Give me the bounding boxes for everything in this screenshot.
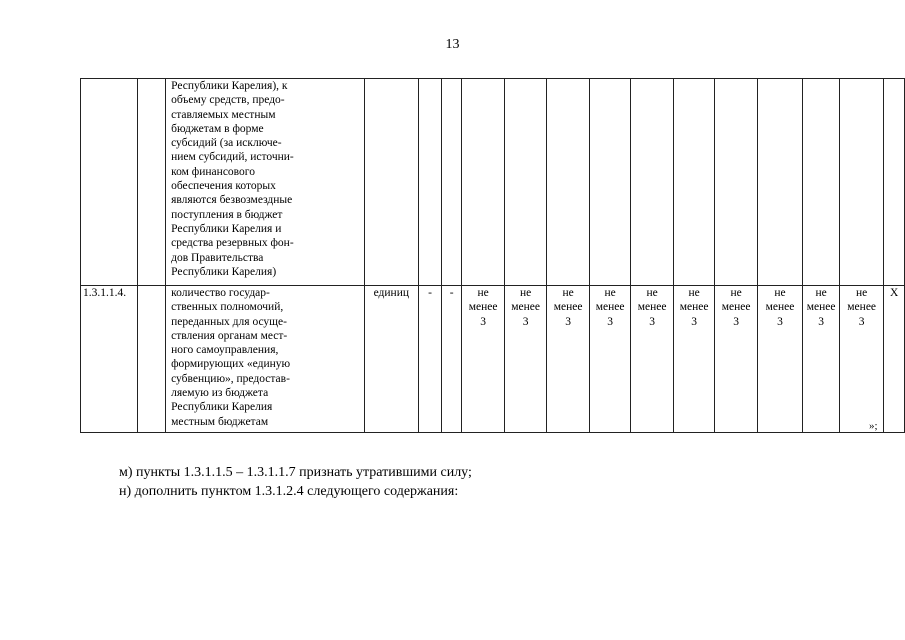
- table-row: [81, 79, 905, 286]
- indicator-text-line: Республики Карелия и: [171, 222, 282, 235]
- target-value-cell: не менее 3: [504, 286, 546, 433]
- table-row: [81, 286, 905, 433]
- indicator-name-cell: [166, 286, 365, 433]
- item-number-cell: 1.3.1.1.4.: [81, 286, 138, 433]
- page-number: 13: [445, 37, 460, 52]
- target-value-cell: не менее 3: [589, 286, 631, 433]
- value-cell: -: [442, 286, 462, 433]
- target-value-cell: не менее 3: [462, 286, 504, 433]
- indicators-table: [80, 78, 905, 433]
- unit-cell: единиц: [364, 286, 418, 433]
- target-value-cell: не менее 3: [757, 286, 802, 433]
- indicator-text-line: Республики Карелия): [171, 265, 277, 278]
- target-value-cell: [504, 79, 546, 286]
- indicator-text-line: бюджетам в форме: [171, 122, 264, 135]
- closing-quote: »;: [869, 420, 878, 432]
- target-value-cell: [589, 79, 631, 286]
- indicator-text-line: местным бюджетам: [171, 415, 269, 428]
- indicator-text-line: количество государ-: [171, 287, 270, 299]
- indicator-text-line: средства резервных фон-: [171, 237, 294, 250]
- value-cell: [418, 79, 441, 286]
- target-value-cell: [715, 79, 757, 286]
- indicator-text-line: формирующих «единую: [171, 358, 291, 371]
- target-value-cell: не менее 3: [631, 286, 673, 433]
- value-cell: [442, 79, 462, 286]
- indicator-text-line: ляемую из бюджета: [171, 387, 269, 400]
- target-value-cell: не менее 3: [547, 286, 589, 433]
- indicator-text-line: обеспечения которых: [171, 180, 276, 193]
- indicator-text-line: объему средств, предо-: [171, 94, 285, 107]
- indicator-text-line: субсидий (за исключе-: [171, 137, 282, 150]
- paragraph-m: м) пункты 1.3.1.1.5 – 1.3.1.1.7 признать утратившими силу;: [119, 465, 472, 480]
- indicator-text-line: нием субсидий, источни-: [171, 151, 294, 164]
- blank-cell: [137, 286, 166, 433]
- target-value-cell: [462, 79, 504, 286]
- target-value-cell: не менее 3: [673, 286, 715, 433]
- unit-cell: [364, 79, 418, 286]
- target-value-cell: [803, 79, 840, 286]
- paragraph-n: н) дополнить пунктом 1.3.1.2.4 следующего содержания:: [119, 484, 459, 499]
- indicator-text-line: ствления органам мест-: [171, 329, 288, 342]
- target-value-cell: [631, 79, 673, 286]
- indicator-text-line: ного самоуправления,: [171, 344, 279, 357]
- target-value-cell: не менее 3: [803, 286, 840, 433]
- last-cell: X: [884, 286, 905, 433]
- target-value-cell: [839, 79, 883, 286]
- target-value-cell: не менее 3: [839, 286, 883, 433]
- indicator-text-line: ставляемых местным: [171, 108, 276, 121]
- indicator-text-line: являются безвозмездные: [171, 194, 293, 207]
- target-value-cell: не менее 3: [715, 286, 757, 433]
- target-value-cell: [673, 79, 715, 286]
- indicator-text-line: поступления в бюджет: [171, 208, 283, 221]
- target-value-cell: [757, 79, 802, 286]
- last-cell: [884, 79, 905, 286]
- indicator-text-line: ком финансового: [171, 165, 255, 178]
- blank-cell: [137, 79, 166, 286]
- target-value-cell: [547, 79, 589, 286]
- indicator-text-line: Республики Карелия), к: [171, 80, 288, 92]
- indicator-text-line: Республики Карелия: [171, 401, 273, 414]
- indicator-name-cell: [166, 79, 365, 286]
- indicator-text-line: дов Правительства: [171, 251, 264, 264]
- indicator-text-line: субвенцию», предостав-: [171, 372, 290, 385]
- indicator-text-line: ственных полномочий,: [171, 301, 284, 314]
- indicator-text-line: переданных для осуще-: [171, 315, 287, 328]
- item-number-cell: [81, 79, 138, 286]
- value-cell: -: [418, 286, 441, 433]
